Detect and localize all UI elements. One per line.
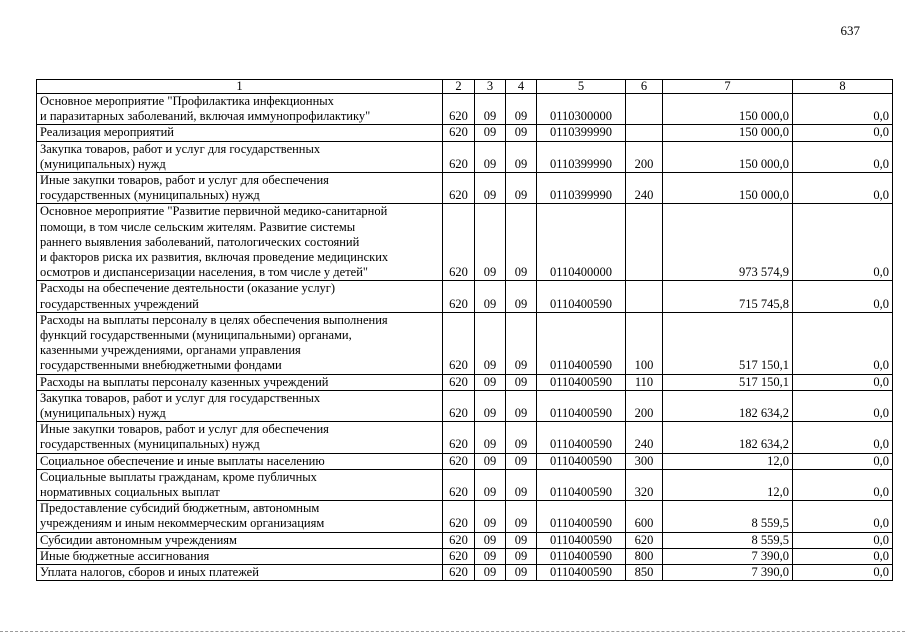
cell-subsection: 09 <box>506 312 537 374</box>
cell-subsection: 09 <box>506 125 537 141</box>
cell-amount-2: 0,0 <box>793 94 893 125</box>
cell-item-name: Уплата налогов, сборов и иных платежей <box>37 565 443 581</box>
cell-section: 09 <box>475 374 506 390</box>
cell-section: 09 <box>475 204 506 281</box>
cell-admin-code: 620 <box>443 565 475 581</box>
cell-subsection: 09 <box>506 422 537 453</box>
cell-amount: 182 634,2 <box>663 422 793 453</box>
cell-amount: 12,0 <box>663 469 793 500</box>
cell-subsection: 09 <box>506 390 537 421</box>
cell-admin-code: 620 <box>443 312 475 374</box>
cell-expense-type <box>626 125 663 141</box>
cell-expense-type: 620 <box>626 532 663 548</box>
cell-target-article: 0110400590 <box>537 548 626 564</box>
cell-item-name: Расходы на выплаты персоналу в целях обеспечения выполнения функций государственными (муниципальными) органами, казенными учреждениями, органами управления государственными внебюджетными фондами <box>37 312 443 374</box>
table-row <box>37 125 893 141</box>
cell-section: 09 <box>475 173 506 204</box>
cell-section: 09 <box>475 501 506 532</box>
cell-amount-2: 0,0 <box>793 173 893 204</box>
header-col-4: 4 <box>506 80 537 94</box>
cell-subsection: 09 <box>506 532 537 548</box>
cell-item-name: Субсидии автономным учреждениям <box>37 532 443 548</box>
cell-amount: 715 745,8 <box>663 281 793 312</box>
cell-item-name: Иные закупки товаров, работ и услуг для обеспечения государственных (муниципальных) нужд <box>37 173 443 204</box>
cell-target-article: 0110400590 <box>537 390 626 421</box>
cell-subsection: 09 <box>506 374 537 390</box>
cell-item-name: Иные бюджетные ассигнования <box>37 548 443 564</box>
cell-expense-type: 320 <box>626 469 663 500</box>
cell-amount: 7 390,0 <box>663 565 793 581</box>
cell-amount-2: 0,0 <box>793 390 893 421</box>
cell-subsection: 09 <box>506 141 537 172</box>
cell-amount-2: 0,0 <box>793 501 893 532</box>
cell-admin-code: 620 <box>443 422 475 453</box>
cell-expense-type: 240 <box>626 173 663 204</box>
cell-subsection: 09 <box>506 453 537 469</box>
cell-target-article: 0110400590 <box>537 501 626 532</box>
cell-admin-code: 620 <box>443 548 475 564</box>
cell-expense-type: 300 <box>626 453 663 469</box>
cell-amount: 517 150,1 <box>663 312 793 374</box>
cell-item-name: Социальные выплаты гражданам, кроме публичных нормативных социальных выплат <box>37 469 443 500</box>
cell-section: 09 <box>475 565 506 581</box>
table-row <box>37 94 893 125</box>
table-row <box>37 204 893 281</box>
cell-amount: 150 000,0 <box>663 173 793 204</box>
cell-item-name: Закупка товаров, работ и услуг для государственных (муниципальных) нужд <box>37 390 443 421</box>
cell-expense-type: 600 <box>626 501 663 532</box>
table-row <box>37 469 893 500</box>
table-row <box>37 312 893 374</box>
cell-section: 09 <box>475 422 506 453</box>
cell-target-article: 0110400590 <box>537 312 626 374</box>
cell-target-article: 0110400590 <box>537 453 626 469</box>
cell-amount-2: 0,0 <box>793 565 893 581</box>
cell-amount-2: 0,0 <box>793 422 893 453</box>
cell-section: 09 <box>475 141 506 172</box>
cell-item-name: Предоставление субсидий бюджетным, автономным учреждениям и иным некоммерческим организациям <box>37 501 443 532</box>
cell-section: 09 <box>475 453 506 469</box>
table-row <box>37 565 893 581</box>
header-col-8: 8 <box>793 80 893 94</box>
cell-admin-code: 620 <box>443 374 475 390</box>
cell-admin-code: 620 <box>443 281 475 312</box>
header-col-1: 1 <box>37 80 443 94</box>
cell-expense-type: 850 <box>626 565 663 581</box>
cell-section: 09 <box>475 469 506 500</box>
table-header-row <box>37 80 893 94</box>
cell-target-article: 0110399990 <box>537 125 626 141</box>
cell-admin-code: 620 <box>443 141 475 172</box>
table-row <box>37 374 893 390</box>
cell-expense-type: 800 <box>626 548 663 564</box>
cell-subsection: 09 <box>506 94 537 125</box>
cell-amount: 8 559,5 <box>663 532 793 548</box>
cell-expense-type <box>626 204 663 281</box>
cell-expense-type: 100 <box>626 312 663 374</box>
cell-expense-type <box>626 94 663 125</box>
cell-expense-type: 110 <box>626 374 663 390</box>
cell-amount: 7 390,0 <box>663 548 793 564</box>
cell-section: 09 <box>475 390 506 421</box>
header-col-6: 6 <box>626 80 663 94</box>
cell-item-name: Основное мероприятие "Профилактика инфекционных и паразитарных заболеваний, включая иммунопрофилактику" <box>37 94 443 125</box>
cell-target-article: 0110400590 <box>537 565 626 581</box>
cell-section: 09 <box>475 281 506 312</box>
cell-amount-2: 0,0 <box>793 204 893 281</box>
header-col-3: 3 <box>475 80 506 94</box>
cell-section: 09 <box>475 532 506 548</box>
cell-admin-code: 620 <box>443 532 475 548</box>
cell-amount-2: 0,0 <box>793 312 893 374</box>
cell-amount-2: 0,0 <box>793 125 893 141</box>
cell-subsection: 09 <box>506 173 537 204</box>
cell-target-article: 0110300000 <box>537 94 626 125</box>
header-col-5: 5 <box>537 80 626 94</box>
cell-target-article: 0110400590 <box>537 469 626 500</box>
scan-edge-line <box>0 631 905 632</box>
cell-admin-code: 620 <box>443 469 475 500</box>
cell-admin-code: 620 <box>443 173 475 204</box>
cell-admin-code: 620 <box>443 453 475 469</box>
cell-admin-code: 620 <box>443 390 475 421</box>
cell-admin-code: 620 <box>443 94 475 125</box>
cell-section: 09 <box>475 94 506 125</box>
cell-subsection: 09 <box>506 548 537 564</box>
cell-subsection: 09 <box>506 204 537 281</box>
cell-item-name: Основное мероприятие "Развитие первичной медико-санитарной помощи, в том числе сельским жителям. Развитие системы раннего выявления заболеваний, патологических состояний и факторов риска их развития, включая проведение медицинских осмотров и диспансеризации населения, в том числе у детей" <box>37 204 443 281</box>
cell-admin-code: 620 <box>443 501 475 532</box>
cell-target-article: 0110400000 <box>537 204 626 281</box>
cell-item-name: Расходы на обеспечение деятельности (оказание услуг) государственных учреждений <box>37 281 443 312</box>
table-row <box>37 453 893 469</box>
cell-amount-2: 0,0 <box>793 374 893 390</box>
cell-subsection: 09 <box>506 281 537 312</box>
cell-amount: 150 000,0 <box>663 94 793 125</box>
cell-admin-code: 620 <box>443 204 475 281</box>
cell-amount: 517 150,1 <box>663 374 793 390</box>
cell-amount: 150 000,0 <box>663 141 793 172</box>
cell-amount-2: 0,0 <box>793 532 893 548</box>
cell-amount-2: 0,0 <box>793 281 893 312</box>
table-row <box>37 281 893 312</box>
cell-amount-2: 0,0 <box>793 453 893 469</box>
cell-subsection: 09 <box>506 565 537 581</box>
cell-amount: 973 574,9 <box>663 204 793 281</box>
cell-amount-2: 0,0 <box>793 548 893 564</box>
cell-target-article: 0110399990 <box>537 173 626 204</box>
page-number: 637 <box>840 23 860 38</box>
header-col-7: 7 <box>663 80 793 94</box>
cell-admin-code: 620 <box>443 125 475 141</box>
cell-section: 09 <box>475 548 506 564</box>
table-row <box>37 173 893 204</box>
cell-target-article: 0110399990 <box>537 141 626 172</box>
table-row <box>37 422 893 453</box>
cell-expense-type: 240 <box>626 422 663 453</box>
table-row <box>37 390 893 421</box>
cell-target-article: 0110400590 <box>537 422 626 453</box>
table-row <box>37 548 893 564</box>
cell-item-name: Закупка товаров, работ и услуг для государственных (муниципальных) нужд <box>37 141 443 172</box>
cell-amount: 12,0 <box>663 453 793 469</box>
cell-item-name: Реализация мероприятий <box>37 125 443 141</box>
cell-target-article: 0110400590 <box>537 374 626 390</box>
cell-amount: 8 559,5 <box>663 501 793 532</box>
table-row <box>37 532 893 548</box>
cell-item-name: Социальное обеспечение и иные выплаты населению <box>37 453 443 469</box>
cell-item-name: Расходы на выплаты персоналу казенных учреждений <box>37 374 443 390</box>
cell-target-article: 0110400590 <box>537 532 626 548</box>
cell-expense-type <box>626 281 663 312</box>
cell-amount: 150 000,0 <box>663 125 793 141</box>
table-row <box>37 141 893 172</box>
cell-item-name: Иные закупки товаров, работ и услуг для обеспечения государственных (муниципальных) нужд <box>37 422 443 453</box>
cell-amount: 182 634,2 <box>663 390 793 421</box>
cell-expense-type: 200 <box>626 141 663 172</box>
budget-table <box>36 79 893 581</box>
cell-target-article: 0110400590 <box>537 281 626 312</box>
cell-amount-2: 0,0 <box>793 469 893 500</box>
table-row <box>37 501 893 532</box>
header-col-2: 2 <box>443 80 475 94</box>
cell-section: 09 <box>475 312 506 374</box>
cell-section: 09 <box>475 125 506 141</box>
cell-expense-type: 200 <box>626 390 663 421</box>
cell-subsection: 09 <box>506 469 537 500</box>
cell-amount-2: 0,0 <box>793 141 893 172</box>
cell-subsection: 09 <box>506 501 537 532</box>
